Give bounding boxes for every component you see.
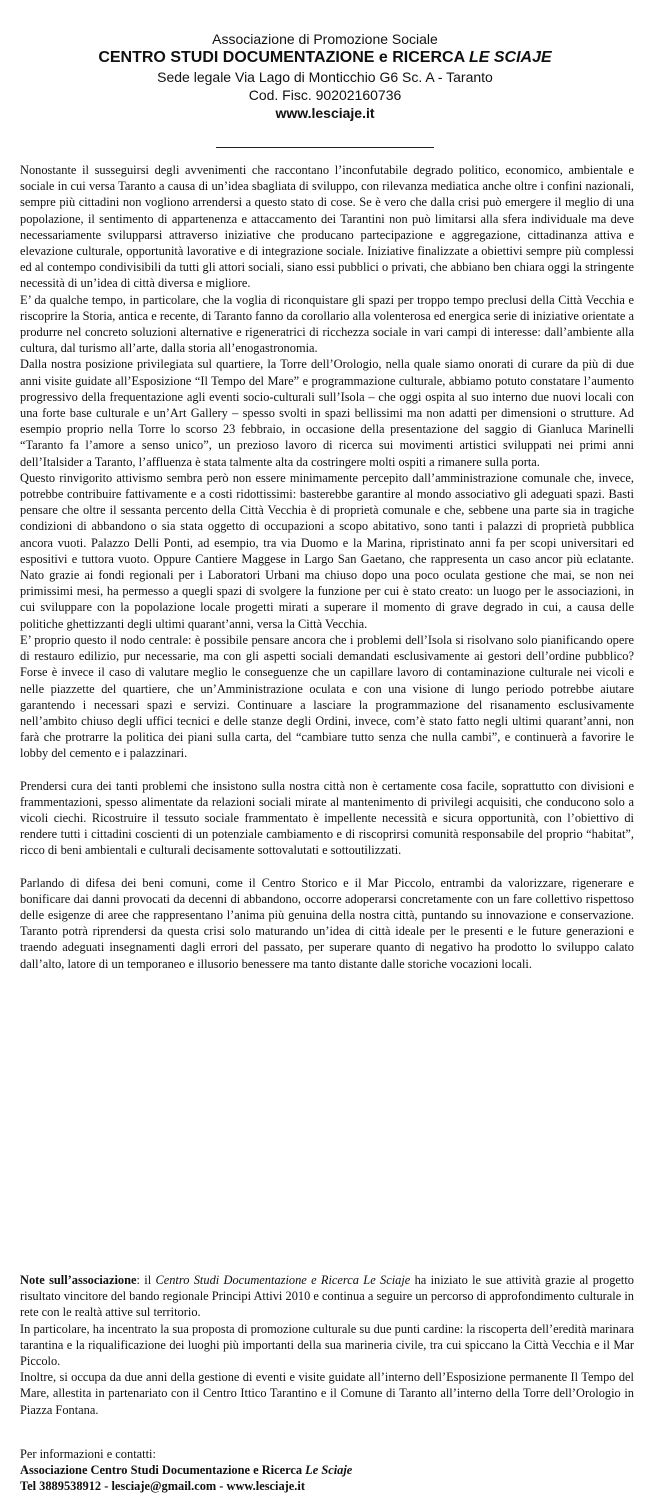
association-notes [20,1272,634,1418]
association-type: Associazione di Promozione Sociale [212,31,438,47]
notes-intro-b: ha iniziato le sue attività grazie al progetto risultato vincitore del bando regionale Principi Attivi 2010 e continua a seguire un percorso di approfondimento culturale in rete con le realtà attive sul territorio. [20,1273,634,1320]
article-paragraph: E’ proprio questo il nodo centrale: è possibile pensare ancora che i problemi dell’Isola si risolvano solo pianificando opere di restauro edilizio, pur necessarie, ma con gli aspetti sociali demandati esclusivamente ai gestori dell’ordine pubblico? Forse è invece il caso di valutare meglio le conseguenze che un capillare lavoro di contaminazione culturale nei vicoli e nelle piazzette del quartiere, che un’Amministrazione oculata e con una visione di lungo periodo potrebbe aiutare garantendo i necessari spazi e servizi. Continuare a lasciare la programmazione del risanamento esclusivamente nell’ambito chiuso degli uffici tecnici e delle stanze degli Ordini, invece, com’è stato fatto negli ultimi quarant’anni, non farà che protrarre la politica dei piani sulla carta, del “cambiare tutto senza che nulla cambi”, e continuerà a favorire le lobby del cemento e i palazzinari. [20,632,634,761]
notes-paragraph: Inoltre, si occupa da due anni della gestione di eventi e visite guidate all’interno dell’Esposizione permanente Il Tempo del Mare, allestita in partenariato con il Centro Ittico Tarantino e il Comune di Taranto all’interno della Torre dell’Orologio in Piazza Fontana. [20,1370,634,1417]
notes-paragraph [20,1272,634,1321]
legal-address: Sede legale Via Lago di Monticchio G6 Sc. A - Taranto [157,69,493,85]
article-paragraph: E’ da qualche tempo, in particolare, che la voglia di riconquistare gli spazi per troppo tempo preclusi della Città Vecchia e riscoprire la Storia, antica e recente, di Taranto fanno da corollario alla volenterosa ed energica serie di iniziative orientate a produrre nel concreto soluzioni alternative e rigeneratrici di ricchezza sociale in vari campi di interesse: dall’ambiente alla cultura, dal turismo all’arte, dalla storia all’enogastronomia. [20,292,634,356]
notes-label: Note sull’associazione [20,1273,137,1287]
article-paragraph: Dalla nostra posizione privilegiata sul quartiere, la Torre dell’Orologio, nella quale siamo onorati di curare da più di due anni visite guidate all’Esposizione “Il Tempo del Mare” e programmazione culturale, abbiamo potuto constatare l’aumento progressivo della frequentazione agli eventi socio-culturali sull’Isola – che oggi ospita al suo interno due nuovi locali con una forte base culturale e un’Art Gallery – spesso svolti in spazi bellissimi ma non adatti per dimensioni o strutture. Ad esempio proprio nella Torre lo scorso 23 febbraio, in occasione della presentazione del saggio di Gianluca Marinelli “Taranto fa l’amore a senso unico”, un prezioso lavoro di ricerca sui movimenti artistici sviluppati nei primi anni dell’Italsider a Taranto, l’affluenza è stata talmente alta da costringere molti ospiti a rimanere sulla porta. [20,357,634,469]
notes-org-name: Centro Studi Documentazione e Ricerca Le Sciaje [155,1273,411,1287]
contact-organization-italic: Le Sciaje [305,1463,353,1478]
tax-code: Cod. Fisc. 90202160736 [248,87,402,103]
contact-organization [20,1462,634,1478]
contact-block [20,1446,634,1495]
article-paragraph: Prendersi cura dei tanti problemi che insistono sulla nostra città non è certamente cosa facile, soprattutto con divisioni e frammentazioni, spesso alimentate da relazioni sociali mirate al mantenimento di privilegi acquisiti, che conducono solo a vicoli ciechi. Ricostruire il tessuto sociale frammentato è impellente necessità e sicura opportunità, con l’obiettivo di rendere tutti i cittadini coscienti di un potenziale cambiamento e di riscoprirsi comunità responsabile del proprio “habitat”, ricco di beni ambientali e culturali decisamente sottovalutati e sottoutilizzati. [20,778,634,858]
contact-organization-main: Associazione Centro Studi Documentazione e Ricerca [20,1463,306,1478]
article-body [20,162,634,972]
letterhead [0,30,650,122]
article-paragraph: Nonostante il susseguirsi degli avvenimenti che raccontano l’inconfutabile degrado politico, economico, ambientale e sociale in cui versa Taranto a causa di un’idea sbagliata di sviluppo, con rilevanza mediatica anche oltre i confini nazionali, sempre più cittadini non vogliono arrendersi a questo stato di cose. Se è vero che dalla crisi può emergere il meglio di una popolazione, il sentimento di appartenenza e attaccamento dei Tarantini non può limitarsi alla sfera individuale ma deve necessariamente svilupparsi attraverso iniziative che producano partecipazione e aggregazione, cittadinanza attiva e elevazione culturale, opportunità lavorative e di integrazione sociale. Iniziative finalizzate a obiettivi sempre più complessi ed al contempo condivisibili da tutti gli attori sociali, siano essi pubblici o privati, che abbiano ben chiara oggi la stringente necessità di un’idea di città diversa e migliore. [20,163,634,291]
article-paragraph: Parlando di difesa dei beni comuni, come il Centro Storico e il Mar Piccolo, entrambi da valorizzare, rigenerare e bonificare dai danni provocati da decenni di abbandono, occorre adoperarsi concretamente con un fare collettivo rispettoso delle esigenze di aree che rappresentano l’anima più genuina della nostra città, puntando su innovazione e conservazione. Taranto potrà riprendersi da questa crisi solo maturando un’idea di città ideale per le presenti e le future generazioni e traendo adeguati insegnamenti dagli errori del passato, per superare quanto di negativo ha prodotto lo sviluppo calato dall’alto, latore di un temporaneo e illusorio benessere ma tanto distante dalle storiche vocazioni locali. [20,875,634,971]
article-paragraph: Questo rinvigorito attivismo sembra però non essere minimamente percepito dall’amministrazione comunale che, invece, potrebbe contribuire fattivamente e a costi ridottissimi: basterebbe garantire al mondo associativo gli adeguati spazi. Basti pensare che oltre il sessanta percento della Città Vecchia è di proprietà comunale e che, sebbene una parte sia in tragiche condizioni di abbandono o sia stata oggetto di occupazioni a scopo abitativo, sono tanti i palazzi di proprietà pubblica ancora vuoti. Palazzo Delli Ponti, ad esempio, tra via Duomo e la Marina, ripristinato anni fa per scopi universitari ed espositivi e tuttora vuoto. Oppure Cantiere Maggese in Largo San Gaetano, che rappresenta un caso ancor più eclatante. Nato grazie ai fondi regionali per i Laboratori Urbani ma chiuso dopo una poco oculata gestione che mai, se non nei primissimi mesi, ha permesso a quegli spazi di svolgere la funzione per cui è stato creato: un luogo per le associazioni, in cui sviluppare con la popolazione locale progetti mirati a superare il momento di grave degrado in cui, a causa delle politiche ghettizzanti degli ultimi quarant’anni, versa la Città Vecchia. [20,470,634,631]
organization-name [0,48,650,68]
notes-intro-a: : il [136,1273,156,1287]
contact-details: Tel 3889538912 - lesciaje@gmail.com - www.lesciaje.it [20,1479,305,1494]
contact-heading: Per informazioni e contatti: [20,1447,156,1461]
header-divider [216,147,434,148]
organization-name-main: CENTRO STUDI DOCUMENTAZIONE e RICERCA [98,49,469,66]
organization-name-italic: LE SCIAJE [468,49,552,66]
website: www.lesciaje.it [275,105,375,121]
notes-paragraph: In particolare, ha incentrato la sua proposta di promozione culturale su due punti cardine: la riscoperta dell’eredità marinara tarantina e la riqualificazione dei luoghi più importanti della sua marineria civile, tra cui spiccano la Città Vecchia e il Mar Piccolo. [20,1321,634,1369]
